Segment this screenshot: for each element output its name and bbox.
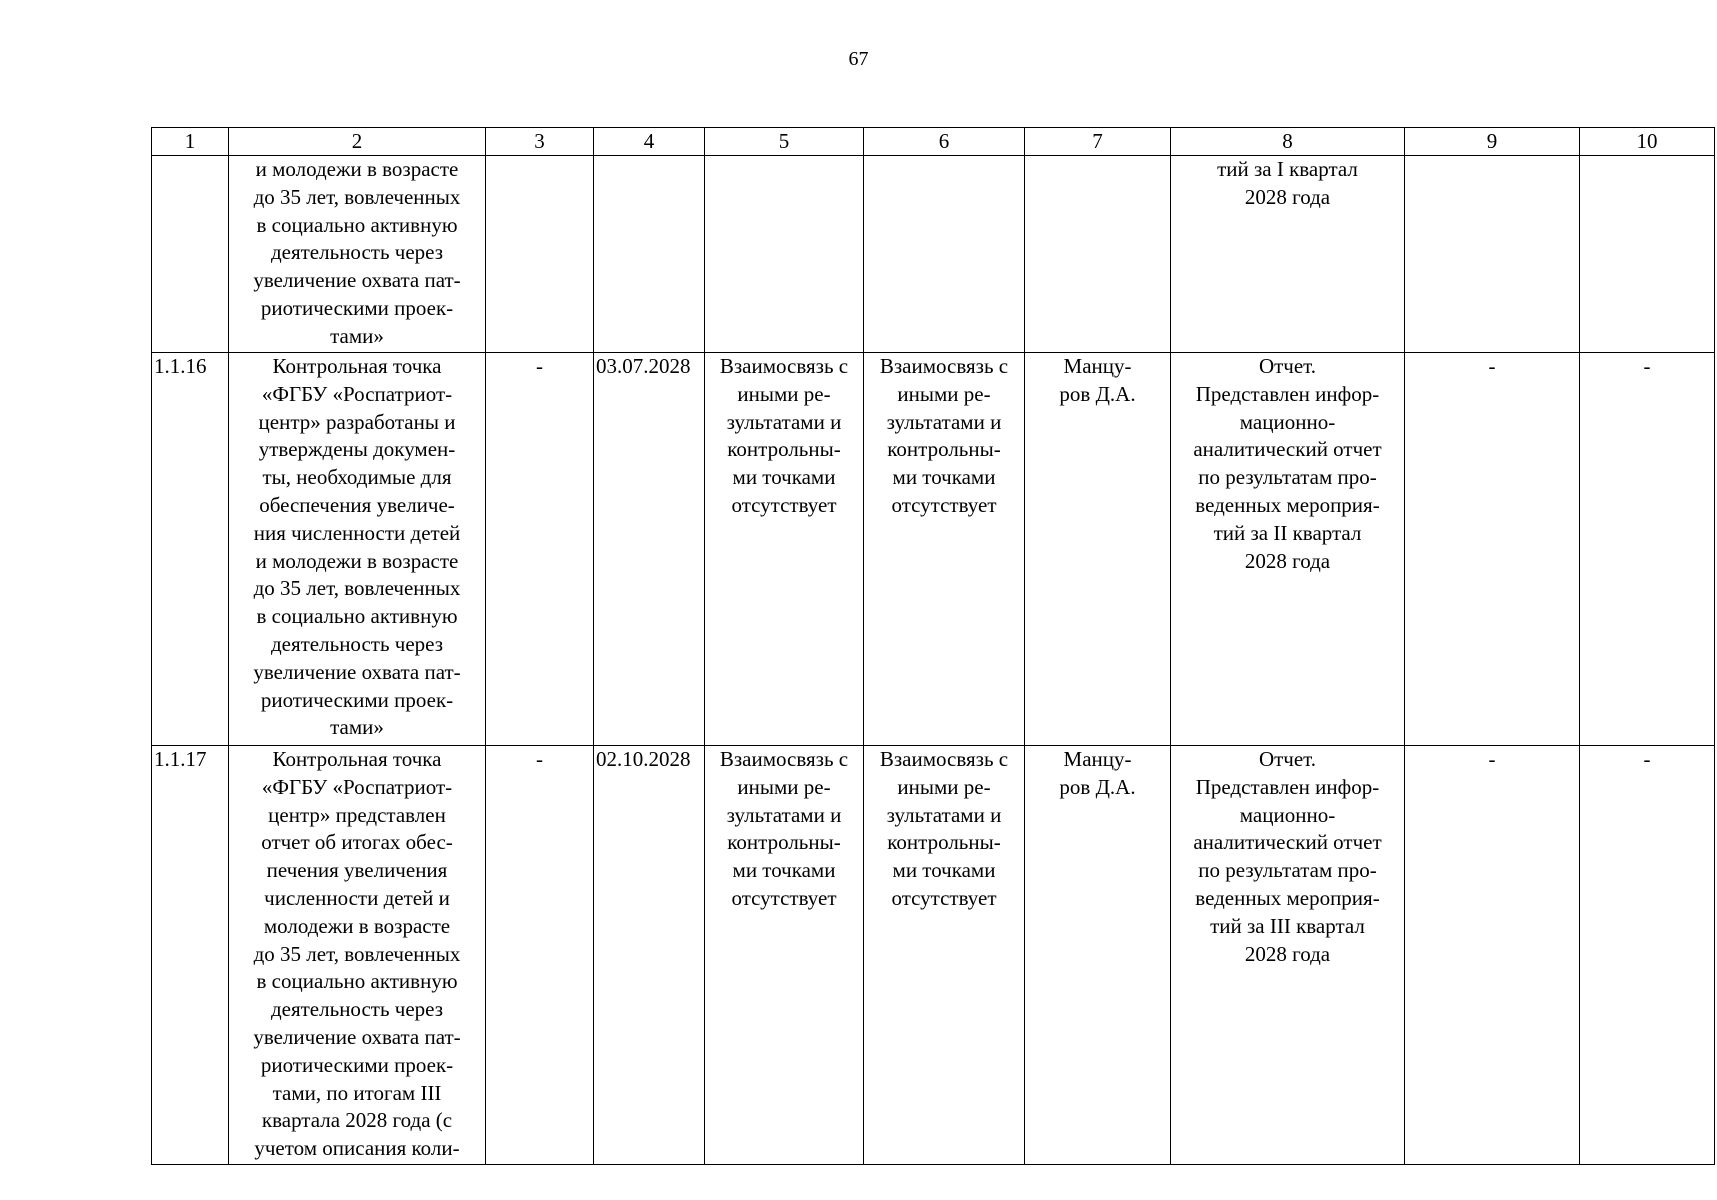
- result-description-cell-line: Отчет.: [1258, 354, 1317, 378]
- item-name-cell-line: печения увеличения: [266, 858, 448, 883]
- item-number-cell: 1.1.16: [152, 353, 229, 746]
- predecessor-link-cell-line: ми точками: [732, 858, 836, 883]
- predecessor-link-cell-line: Взаимосвязь с: [719, 747, 849, 771]
- result-description-cell-line: 2028 года: [1244, 941, 1331, 966]
- column-3-cell: [486, 156, 594, 353]
- item-name-cell-line: численности детей и: [264, 885, 450, 910]
- responsible-person-cell: [1025, 746, 1171, 1165]
- deadline-date-cell: 03.07.2028: [594, 353, 705, 746]
- item-name-cell-line: в социально активную: [256, 604, 458, 629]
- item-name-cell-line: тами»: [330, 715, 384, 740]
- predecessor-link-cell-line: контрольны-: [727, 437, 841, 462]
- result-description-cell-line: веденных мероприя-: [1195, 885, 1380, 910]
- item-name-cell-line: «ФГБУ «Роспатриот-: [261, 774, 453, 799]
- table-row: [152, 156, 1715, 353]
- item-name-cell-line: до 35 лет, вовлеченных: [253, 576, 461, 601]
- column-9-cell: -: [1405, 746, 1580, 1165]
- column-3-cell: -: [486, 746, 594, 1165]
- item-name-cell-line: до 35 лет, вовлеченных: [253, 941, 461, 966]
- item-name-cell-line: увеличение охвата пат-: [253, 659, 461, 684]
- column-header: 7: [1025, 128, 1171, 156]
- item-number-cell: [152, 156, 229, 353]
- result-description-cell: [1171, 156, 1405, 353]
- column-header: 3: [486, 128, 594, 156]
- predecessor-link-cell-line: зультатами и: [726, 409, 842, 434]
- responsible-person-cell: [1025, 353, 1171, 746]
- result-description-cell-line: Отчет.: [1258, 747, 1317, 771]
- item-name-cell-line: обеспечения увеличе-: [259, 492, 455, 517]
- result-description-cell-line: по результатам про-: [1198, 465, 1377, 490]
- column-9-cell: [1405, 156, 1580, 353]
- responsible-person-cell-line: Манцу-: [1063, 747, 1132, 771]
- item-name-cell-line: деятельность через: [270, 631, 444, 656]
- deadline-date-cell: 02.10.2028: [594, 746, 705, 1165]
- result-description-cell-line: аналитический отчет: [1193, 437, 1382, 462]
- item-name-cell-line: ты, необходимые для: [262, 465, 452, 490]
- item-number-cell: 1.1.17: [152, 746, 229, 1165]
- item-name-cell-line: утверждены докумен-: [258, 437, 456, 462]
- result-description-cell-line: мационно-: [1239, 802, 1336, 827]
- predecessor-link-cell-line: Взаимосвязь с: [719, 354, 849, 378]
- result-description-cell-line: по результатам про-: [1198, 858, 1377, 883]
- predecessor-link-cell-line: контрольны-: [727, 830, 841, 855]
- column-header: 8: [1171, 128, 1405, 156]
- item-name-cell-line: учетом описания коли-: [254, 1136, 460, 1161]
- item-name-cell-line: ния численности детей: [253, 520, 461, 545]
- successor-link-cell: [864, 746, 1025, 1165]
- successor-link-cell-line: ми точками: [892, 465, 996, 490]
- column-10-cell: -: [1580, 746, 1715, 1165]
- item-name-cell-line: в социально активную: [256, 212, 458, 237]
- successor-link-cell-line: Взаимосвязь с: [879, 747, 1009, 771]
- predecessor-link-cell: [705, 156, 864, 353]
- successor-link-cell-line: иными ре-: [897, 381, 991, 406]
- item-name-cell-line: центр» разработаны и: [258, 409, 456, 434]
- item-name-cell-line: молодежи в возрасте: [263, 913, 451, 938]
- successor-link-cell-line: контрольны-: [887, 437, 1001, 462]
- successor-link-cell-line: ми точками: [892, 858, 996, 883]
- responsible-person-cell-line: ров Д.А.: [1059, 381, 1136, 406]
- result-description-cell-line: Представлен инфор-: [1195, 381, 1380, 406]
- item-name-cell-line: в социально активную: [256, 969, 458, 994]
- item-name-cell-line: риотическими проек-: [260, 1052, 454, 1077]
- responsible-person-cell-line: Манцу-: [1063, 354, 1132, 378]
- successor-link-cell: [864, 353, 1025, 746]
- successor-link-cell-line: зультатами и: [886, 409, 1002, 434]
- item-name-cell-line: отчет об итогах обес-: [261, 830, 453, 855]
- predecessor-link-cell: [705, 353, 864, 746]
- responsible-person-cell: [1025, 156, 1171, 353]
- item-name-cell-line: квартала 2028 года (с: [261, 1108, 453, 1133]
- table-row: [152, 353, 1715, 746]
- result-description-cell-line: тий за II квартал: [1213, 520, 1362, 545]
- predecessor-link-cell-line: отсутствует: [731, 885, 837, 910]
- column-header: 10: [1580, 128, 1715, 156]
- column-header: 6: [864, 128, 1025, 156]
- column-number-row: [152, 128, 1715, 156]
- item-name-cell-line: Контрольная точка: [272, 354, 442, 378]
- column-header: 1: [152, 128, 229, 156]
- predecessor-link-cell-line: отсутствует: [731, 492, 837, 517]
- item-name-cell-line: «ФГБУ «Роспатриот-: [261, 381, 453, 406]
- successor-link-cell-line: иными ре-: [897, 774, 991, 799]
- item-name-cell-line: риотическими проек-: [260, 687, 454, 712]
- predecessor-link-cell: [705, 746, 864, 1165]
- item-name-cell-line: тами»: [330, 323, 384, 348]
- predecessor-link-cell-line: иными ре-: [737, 774, 831, 799]
- item-name-cell-line: увеличение охвата пат-: [253, 268, 461, 293]
- successor-link-cell-line: отсутствует: [891, 885, 997, 910]
- item-name-cell: [229, 156, 486, 353]
- deadline-date-cell: [594, 156, 705, 353]
- column-9-cell: -: [1405, 353, 1580, 746]
- result-description-cell: [1171, 746, 1405, 1165]
- result-description-cell-line: аналитический отчет: [1193, 830, 1382, 855]
- item-name-cell-line: центр» представлен: [268, 802, 446, 827]
- result-description-cell: [1171, 353, 1405, 746]
- result-description-cell-line: веденных мероприя-: [1195, 492, 1380, 517]
- column-header: 4: [594, 128, 705, 156]
- column-3-cell: -: [486, 353, 594, 746]
- control-points-table: [151, 127, 1715, 1165]
- result-description-cell-line: тий за III квартал: [1210, 913, 1365, 938]
- column-header: 5: [705, 128, 864, 156]
- column-10-cell: [1580, 156, 1715, 353]
- column-10-cell: -: [1580, 353, 1715, 746]
- result-description-cell-line: 2028 года: [1244, 548, 1331, 573]
- item-name-cell-line: увеличение охвата пат-: [253, 1024, 461, 1049]
- predecessor-link-cell-line: иными ре-: [737, 381, 831, 406]
- result-description-cell-line: 2028 года: [1244, 184, 1331, 209]
- item-name-cell-line: Контрольная точка: [272, 747, 442, 771]
- item-name-cell-line: тами, по итогам III: [272, 1080, 442, 1105]
- successor-link-cell-line: контрольны-: [887, 830, 1001, 855]
- result-description-cell-line: Представлен инфор-: [1195, 774, 1380, 799]
- item-name-cell-line: до 35 лет, вовлеченных: [253, 184, 461, 209]
- successor-link-cell-line: Взаимосвязь с: [879, 354, 1009, 378]
- item-name-cell: [229, 353, 486, 746]
- item-name-cell-line: деятельность через: [270, 240, 444, 265]
- item-name-cell-line: и молодежи в возрасте: [255, 157, 459, 181]
- table-row: [152, 746, 1715, 1165]
- successor-link-cell-line: зультатами и: [886, 802, 1002, 827]
- item-name-cell: [229, 746, 486, 1165]
- responsible-person-cell-line: ров Д.А.: [1059, 774, 1136, 799]
- column-header: 9: [1405, 128, 1580, 156]
- successor-link-cell-line: отсутствует: [891, 492, 997, 517]
- successor-link-cell: [864, 156, 1025, 353]
- result-description-cell-line: мационно-: [1239, 409, 1336, 434]
- page-number: 67: [848, 48, 869, 70]
- result-description-cell-line: тий за I квартал: [1217, 157, 1358, 181]
- predecessor-link-cell-line: зультатами и: [726, 802, 842, 827]
- item-name-cell-line: и молодежи в возрасте: [255, 548, 459, 573]
- predecessor-link-cell-line: ми точками: [732, 465, 836, 490]
- item-name-cell-line: риотическими проек-: [260, 295, 454, 320]
- column-header: 2: [229, 128, 486, 156]
- item-name-cell-line: деятельность через: [270, 997, 444, 1022]
